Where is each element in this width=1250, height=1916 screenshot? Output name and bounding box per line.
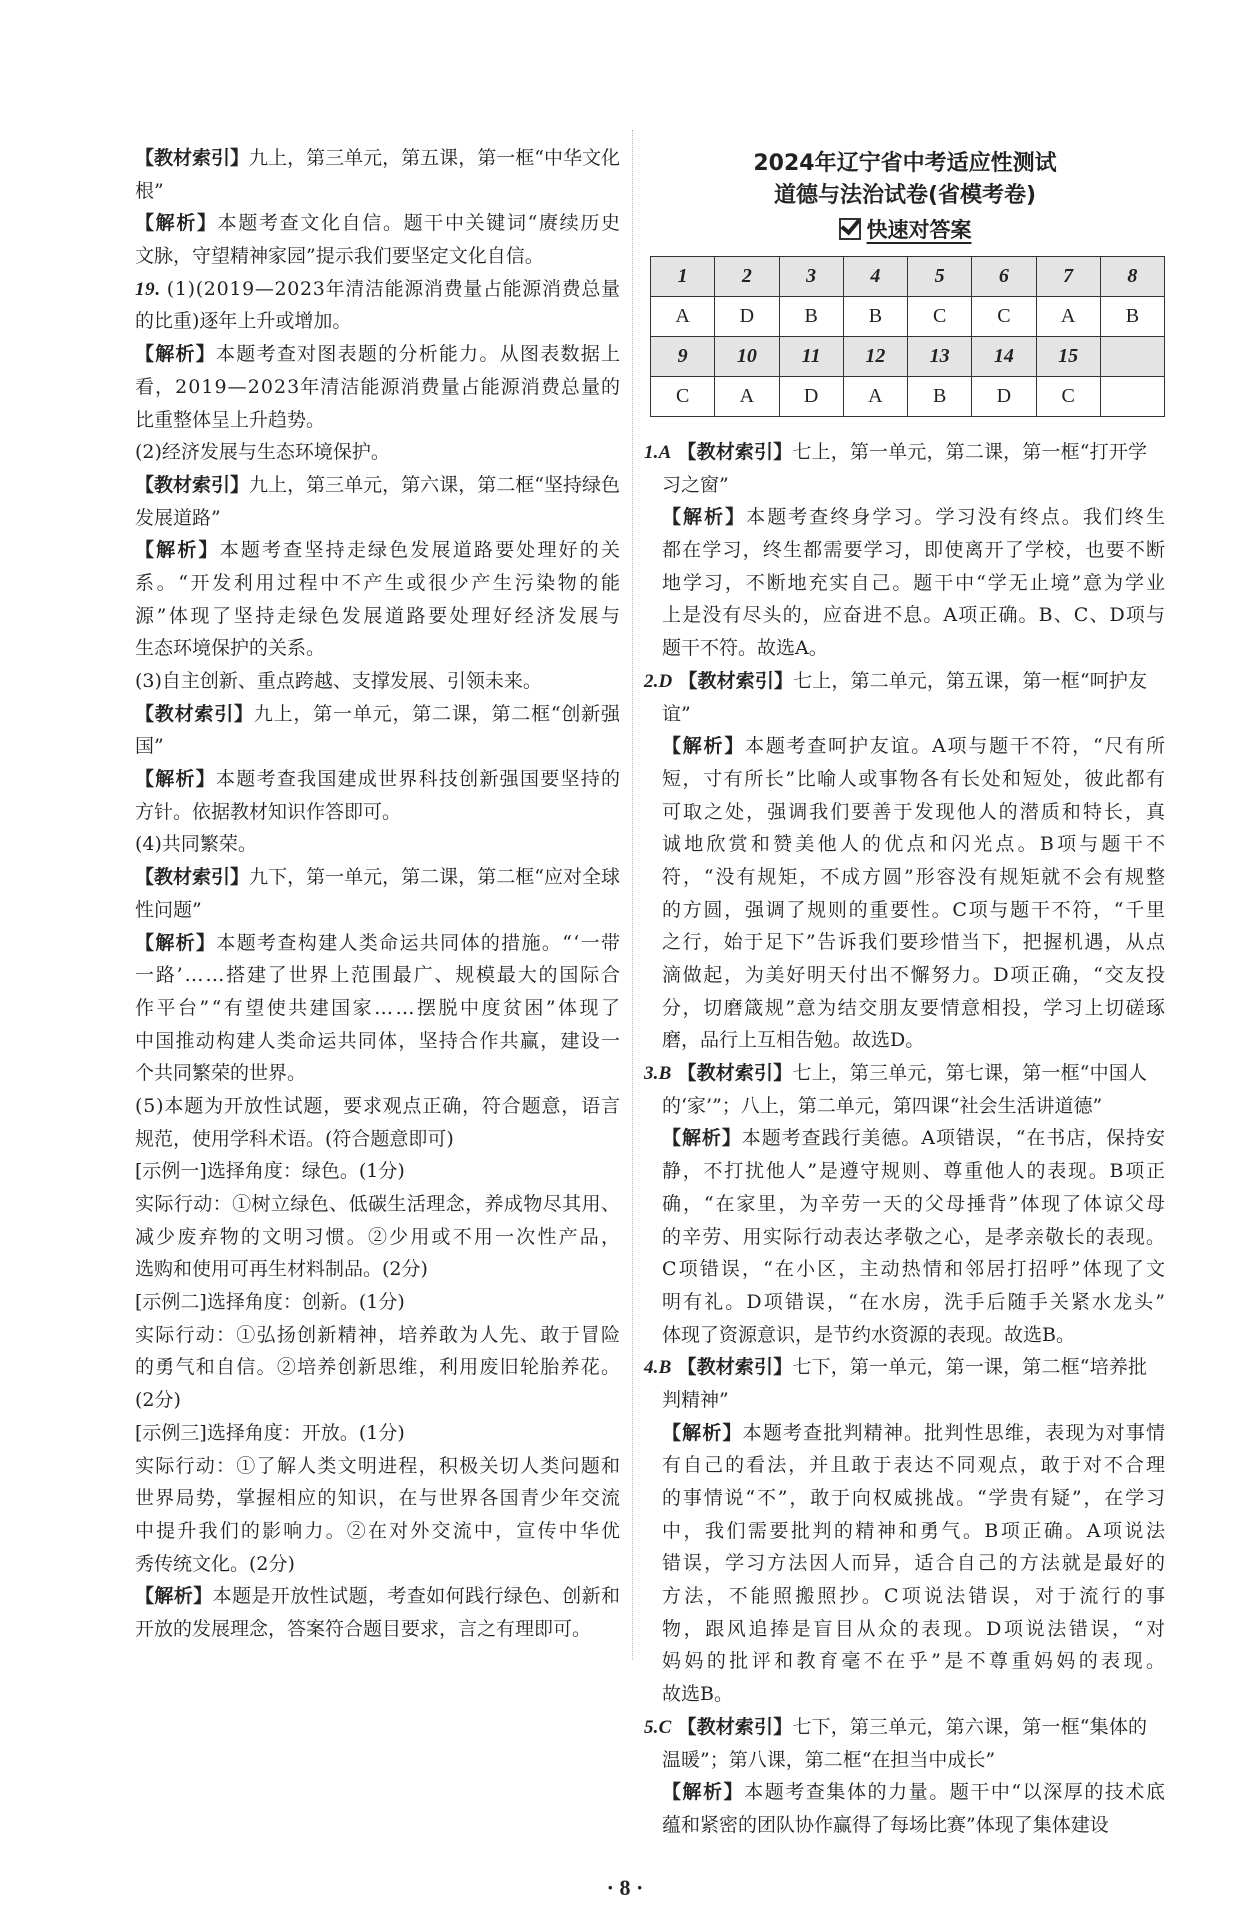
answer-paragraph (644, 665, 1165, 730)
text-line (135, 436, 620, 469)
text-line (644, 1057, 1165, 1090)
answer-cell: B (908, 377, 972, 417)
line-text: 错误，学习方法因人而异，适合自己的方法就是最好的 (662, 1552, 1168, 1575)
line-text: 物，跟风追捧是盲目从众的表现。D项说法错误，“对 (662, 1617, 1168, 1640)
text-line (135, 1515, 623, 1548)
exam-subtitle: 道德与法治试卷(省模考卷) (773, 183, 1037, 208)
textbook-index-tag: 【教材索引】 (135, 473, 250, 496)
question-number: 19. (135, 278, 161, 300)
text-line (135, 992, 623, 1025)
question-number-row (651, 337, 1165, 377)
text-line (662, 1515, 1168, 1548)
textbook-index-tag: 【教材索引】 (677, 1715, 793, 1738)
text-line (135, 1319, 620, 1352)
line-text: 的‘家’”；八上，第二单元，第四课“社会生活讲道德” (662, 1094, 1103, 1117)
text-line (135, 1057, 620, 1090)
text-line (135, 1417, 620, 1450)
text-line (662, 730, 1165, 763)
text-line (135, 1548, 620, 1581)
text-line (135, 404, 620, 437)
text-line (662, 1122, 1165, 1155)
line-text: 本题考查批判精神。批判性思维，表现为对事情 (742, 1421, 1167, 1444)
text-line (135, 567, 623, 600)
answer-cell: B (843, 297, 907, 337)
line-text: 的比重)逐年上升或增加。 (135, 310, 352, 333)
answer-cell: A (651, 297, 715, 337)
line-text: 七上，第二单元，第五课，第一框“呵护友 (793, 669, 1148, 692)
text-line (662, 1678, 1165, 1711)
question-number-cell: 1 (651, 257, 715, 297)
line-text: 比重整体呈上升趋势。 (135, 408, 326, 431)
answer-cell: B (1100, 297, 1164, 337)
line-text: 源”体现了坚持走绿色发展道路要处理好经济发展与 (135, 604, 623, 627)
line-text: 本题考查终身学习。学习没有终点。我们终生 (746, 506, 1168, 529)
analysis-tag: 【解析】 (662, 506, 747, 529)
question-number-row (651, 257, 1165, 297)
line-text: 本题考查坚持走绿色发展道路要处理好的关 (219, 539, 623, 562)
question-number-cell: 5 (908, 257, 972, 297)
line-text: 根” (135, 179, 164, 202)
answer-cell: D (972, 377, 1036, 417)
text-line (135, 1188, 620, 1221)
text-line (662, 992, 1165, 1025)
text-line (135, 469, 620, 502)
answer-paragraph (135, 207, 620, 272)
text-line (135, 1384, 620, 1417)
answer-cell: C (908, 297, 972, 337)
line-text: [示例二]选择角度：创新。(1分) (135, 1291, 405, 1314)
text-line (135, 894, 620, 927)
answer-paragraph (662, 1776, 1165, 1841)
line-text: 符，“没有规矩，不成方圆”形容没有规矩就不会有规整 (662, 865, 1167, 888)
text-line (135, 175, 620, 208)
question-number: 1.A (644, 442, 672, 463)
answer-paragraph (135, 828, 620, 861)
text-line (135, 1286, 620, 1319)
text-line (135, 1090, 620, 1123)
line-text: 体现了资源意识，是节约水资源的表现。故选B。 (662, 1323, 1075, 1346)
line-text: C项错误，“在小区，主动热情和邻居打招呼”体现了文 (662, 1258, 1168, 1281)
line-text: 中提升我们的影响力。②在对外交流中，宣传中华优 (135, 1519, 623, 1542)
line-text: 中，我们需要批判的精神和勇气。B项正确。A项说法 (662, 1519, 1168, 1542)
text-line (662, 501, 1168, 534)
answer-cell: D (779, 377, 843, 417)
text-line (135, 927, 620, 960)
answer-paragraph (135, 1580, 620, 1645)
line-text: 妈妈的批评和教育毫不在乎”是不尊重妈妈的表现。 (662, 1650, 1169, 1673)
question-number: 5.C (644, 1716, 672, 1738)
analysis-tag: 【解析】 (135, 931, 217, 954)
text-line (135, 632, 620, 665)
text-line (662, 959, 1165, 992)
line-text: 诚地欣赏和赞美他人的优点和闪光点。B项与题干不 (662, 833, 1169, 856)
line-text: 个共同繁荣的世界。 (135, 1062, 307, 1085)
text-line (135, 1221, 623, 1254)
answer-cell: B (779, 297, 843, 337)
right-column (644, 436, 1169, 1842)
text-line (135, 665, 620, 698)
question-number: 2.D (644, 670, 673, 692)
answer-paragraph (644, 1351, 1165, 1416)
line-text: 地学习，不断地充实自己。题干中“学无止境”意为学业 (662, 571, 1167, 594)
line-text: 实际行动：①弘扬创新精神，培养敢为人先、敢于冒险 (135, 1323, 622, 1346)
text-line (135, 1351, 620, 1384)
page-number: · 8 · (606, 1875, 644, 1900)
answer-paragraph (135, 1090, 620, 1155)
line-text: 温暖”；第八课，第二框“在担当中成长” (662, 1748, 996, 1771)
text-line (135, 861, 620, 894)
line-text: 的事情说“不”，敢于向权威挑战。“学贵有疑”，在学习 (662, 1487, 1167, 1509)
question-number: 3.B (644, 1063, 672, 1085)
answer-cell: D (715, 297, 779, 337)
text-line (135, 1482, 620, 1515)
text-line (135, 273, 620, 306)
quick-answers-heading (640, 216, 1170, 244)
text-line (662, 1809, 1165, 1842)
line-text: 看，2019—2023年清洁能源消费量占能源消费总量的 (135, 375, 622, 398)
answer-cell: A (715, 377, 779, 417)
line-text: 九上，第一单元，第二课，第二框“创新强 (253, 702, 621, 725)
answer-paragraph (662, 1122, 1168, 1351)
line-text: 性问题” (135, 898, 202, 921)
text-line (662, 1580, 1169, 1613)
answer-paragraph (135, 1319, 620, 1417)
answer-paragraph (135, 534, 623, 665)
answer-paragraph (135, 763, 620, 828)
analysis-tag: 【解析】 (662, 1127, 742, 1150)
answer-paragraph (662, 501, 1168, 664)
question-number-cell: 10 (715, 337, 779, 377)
line-text: 方针。依据教材知识作答即可。 (135, 800, 402, 823)
text-line (662, 599, 1165, 632)
answer-paragraph (135, 698, 620, 763)
answer-cell (1100, 377, 1164, 417)
textbook-index-tag: 【教材索引】 (678, 669, 794, 692)
line-text: 实际行动：①树立绿色、低碳生活理念，养成物尽其用、 (135, 1193, 621, 1215)
answer-paragraph (644, 1057, 1165, 1122)
line-text: 判精神” (662, 1388, 729, 1411)
line-text: 七下，第一单元，第一课，第二框“培养批 (792, 1356, 1148, 1379)
line-text: 秀传统文化。(2分) (135, 1552, 295, 1575)
text-line (135, 1025, 620, 1058)
analysis-tag: 【解析】 (662, 1421, 743, 1444)
line-text: 短，寸有所长”比喻人或事物各有长处和短处，彼此都有 (662, 767, 1167, 790)
text-line (662, 1024, 1165, 1057)
line-text: 七下，第三单元，第六课，第一框“集体的 (792, 1715, 1148, 1738)
question-number-cell: 9 (651, 337, 715, 377)
answer-paragraph (135, 1417, 620, 1450)
answer-paragraph (135, 861, 620, 926)
answer-paragraph (662, 1417, 1169, 1711)
text-line (662, 1384, 1165, 1417)
line-text: 有自己的看法，并且敢于表达不同观点，敢于对不合理 (662, 1454, 1168, 1477)
answer-paragraph (135, 1155, 620, 1188)
line-text: 磨，品行上互相告勉。故选D。 (662, 1029, 925, 1052)
line-text: (5)本题为开放性试题，要求观点正确，符合题意，语言 (135, 1094, 621, 1117)
line-text: 生态环境保护的关系。 (135, 637, 326, 660)
text-line (135, 730, 620, 763)
line-text: 实际行动：①了解人类文明进程，积极关切人类问题和 (135, 1454, 622, 1477)
text-line (662, 926, 1165, 959)
line-text: 之行，始于足下”告诉我们要珍惜当下，把握机遇，从点 (662, 931, 1167, 954)
question-number-cell: 15 (1036, 337, 1100, 377)
line-text: 中国推动构建人类命运共同体，坚持合作共赢，建设一 (135, 1029, 622, 1052)
text-line (135, 534, 623, 567)
text-line (135, 240, 620, 273)
text-line (135, 502, 620, 535)
text-line (662, 1645, 1169, 1678)
line-text: 减少废弃物的文明习惯。②少用或不用一次性产品， (135, 1225, 623, 1248)
text-line (662, 698, 1165, 731)
text-line (644, 1351, 1165, 1384)
analysis-tag: 【解析】 (662, 1781, 745, 1804)
line-text: 故选B。 (662, 1683, 733, 1706)
line-text: 规范，使用学科术语。(符合题意即可) (135, 1127, 454, 1150)
answer-row (651, 377, 1165, 417)
text-line (662, 1319, 1165, 1352)
question-number-cell: 11 (779, 337, 843, 377)
question-number-cell: 7 (1036, 257, 1100, 297)
line-text: [示例三]选择角度：开放。(1分) (135, 1421, 405, 1444)
text-line (662, 1155, 1165, 1188)
text-line (135, 763, 620, 796)
text-line (662, 1253, 1168, 1286)
answer-paragraph (135, 665, 620, 698)
line-text: 方法，不能照搬照抄。C项说法错误，对于流行的事 (662, 1585, 1169, 1608)
quick-answers-label: 快速对答案 (866, 218, 972, 242)
text-line (135, 1123, 620, 1156)
line-text: 本题考查构建人类命运共同体的措施。“‘一带 (216, 931, 622, 954)
line-text: 的方圆，强调了规则的重要性。C项与题干不符，“千里 (662, 898, 1167, 921)
line-text: 的辛劳、用实际行动表达孝敬之心，是孝亲敬长的表现。 (662, 1225, 1167, 1248)
line-text: 世界局势，掌握相应的知识，在与世界各国青少年交流 (135, 1487, 622, 1510)
textbook-index-tag: 【教材索引】 (135, 147, 250, 169)
text-line (662, 1090, 1165, 1123)
line-text: (1)(2019—2023年清洁能源消费量占能源消费总量 (166, 277, 621, 300)
text-line (662, 861, 1165, 894)
text-line (662, 763, 1165, 796)
answer-paragraph (135, 338, 620, 436)
analysis-tag: 【解析】 (135, 539, 220, 562)
line-text: 发展道路” (135, 506, 221, 529)
line-text: 九上，第三单元，第六课，第二框“坚持绿色 (249, 473, 621, 496)
answer-table (650, 256, 1165, 417)
answer-paragraph (135, 469, 620, 534)
answer-paragraph (135, 1450, 623, 1581)
line-text: 本题考查践行美德。A项错误，“在书店，保持安 (741, 1127, 1166, 1150)
answer-paragraph (135, 1286, 620, 1319)
text-line (662, 796, 1168, 829)
line-text: 国” (135, 735, 164, 758)
analysis-tag: 【解析】 (135, 212, 218, 235)
line-text: 系。“开发利用过程中不产生或很少产生污染物的能 (135, 571, 623, 594)
text-line (662, 469, 1165, 502)
question-number-cell: 6 (972, 257, 1036, 297)
question-number-cell: 2 (715, 257, 779, 297)
text-line (662, 1547, 1168, 1580)
text-line (662, 1417, 1165, 1450)
line-text: 开放的发展理念，答案符合题目要求，言之有理即可。 (135, 1617, 592, 1640)
line-text: (4)共同繁荣。 (135, 833, 257, 856)
text-line (662, 1482, 1165, 1515)
answer-cell: C (972, 297, 1036, 337)
line-text: 明有礼。D项错误，“在水房，洗手后随手关紧水龙头” (662, 1290, 1168, 1313)
line-text: 文脉，守望精神家园”提示我们要坚定文化自信。 (135, 245, 544, 268)
text-line (644, 436, 1165, 469)
analysis-tag: 【解析】 (135, 343, 217, 366)
text-line (135, 698, 620, 731)
text-line (662, 1449, 1168, 1482)
text-line (135, 1580, 620, 1613)
answer-paragraph (135, 927, 623, 1090)
text-line (135, 305, 620, 338)
line-text: (2分) (135, 1389, 181, 1412)
text-line (662, 632, 1165, 665)
analysis-tag: 【解析】 (135, 1585, 213, 1608)
line-text: 谊” (662, 702, 691, 725)
line-text: 确，“在家里，为辛劳一天的父母捶背”体现了体谅父母 (662, 1192, 1167, 1215)
question-number: 4.B (644, 1357, 672, 1379)
line-text: 本题考查我国建成世界科技创新强国要坚持的 (216, 768, 622, 791)
line-text: 本题是开放性试题，考查如何践行绿色、创新和 (212, 1585, 621, 1608)
line-text: 静，不打扰他人”是遵守规则、尊重他人的表现。B项正 (662, 1160, 1167, 1183)
text-line (662, 1776, 1165, 1809)
line-text: (3)自主创新、重点跨越、支撑发展、引领未来。 (135, 670, 542, 692)
text-line (135, 207, 620, 240)
line-text: 作平台”“有望使共建国家……摆脱中度贫困”体现了 (135, 996, 623, 1019)
line-text: 选购和使用可再生材料制品。(2分) (135, 1258, 428, 1281)
exam-title: 2024年辽宁省中考适应性测试 (753, 151, 1057, 176)
line-text: (2)经济发展与生态环境保护。 (135, 441, 390, 464)
text-line (662, 828, 1169, 861)
line-text: 滴做起，为美好明天付出不懈努力。D项正确，“交友投 (662, 964, 1167, 986)
text-line (135, 959, 620, 992)
textbook-index-tag: 【教材索引】 (677, 1062, 793, 1085)
textbook-index-tag: 【教材索引】 (677, 441, 793, 463)
question-number-cell: 8 (1100, 257, 1164, 297)
text-line (135, 1155, 620, 1188)
text-line (135, 142, 620, 175)
answer-cell: A (843, 377, 907, 417)
question-number-cell: 3 (779, 257, 843, 297)
line-text: 可取之处，强调我们要善于发现他人的潜质和特长，真 (662, 800, 1168, 823)
line-text: [示例一]选择角度：绿色。(1分) (135, 1160, 405, 1183)
answer-paragraph (662, 730, 1169, 1057)
answer-row (651, 297, 1165, 337)
line-text: 的勇气和自信。②培养创新思维，利用废旧轮胎养花。 (135, 1356, 622, 1379)
textbook-index-tag: 【教材索引】 (135, 866, 250, 889)
text-line (135, 371, 620, 404)
line-text: 本题考查文化自信。题干中关键词“赓续历史 (217, 212, 622, 235)
text-line (662, 1613, 1168, 1646)
text-line (135, 1450, 620, 1483)
line-text: 上是没有尽头的，应奋进不息。A项正确。B、C、D项与 (662, 604, 1167, 627)
text-line (135, 1613, 620, 1646)
line-text: 一路’……搭建了世界上范围最广、规模最大的国际合 (135, 964, 622, 987)
answer-paragraph (135, 1188, 623, 1286)
text-line (135, 600, 623, 633)
line-text: 九上，第三单元，第五课，第一框“中华文化 (249, 147, 621, 169)
line-text: 分，切磨箴规”意为结交朋友要情意相投，学习上切磋琢 (662, 996, 1167, 1019)
question-number-cell: 13 (908, 337, 972, 377)
line-text: 蕴和紧密的团队协作赢得了每场比赛”体现了集体建设 (662, 1813, 1109, 1836)
text-line (662, 534, 1165, 567)
line-text: 九下，第一单元，第二课，第二框“应对全球 (249, 866, 621, 889)
answer-paragraph (135, 273, 620, 338)
line-text: 本题考查呵护友谊。A项与题干不符，“尺有所 (745, 735, 1167, 758)
text-line (135, 828, 620, 861)
textbook-index-tag: 【教材索引】 (135, 702, 254, 725)
text-line (644, 665, 1165, 698)
textbook-index-tag: 【教材索引】 (677, 1356, 793, 1379)
line-text: 题干不符。故选A。 (662, 637, 828, 660)
line-text: 都在学习，终生都需要学习，即使离开了学校，也要不断 (662, 539, 1167, 562)
text-line (662, 1188, 1165, 1221)
text-line (644, 1711, 1165, 1744)
line-text: 本题考查集体的力量。题干中“以深厚的技术底 (744, 1781, 1167, 1804)
answer-cell: C (1036, 377, 1100, 417)
column-divider (632, 130, 633, 1660)
text-line (135, 338, 620, 371)
answer-paragraph (644, 436, 1165, 501)
line-text: 七上，第三单元，第七课，第一框“中国人 (792, 1062, 1148, 1085)
answer-cell: C (651, 377, 715, 417)
line-text: 七上，第一单元，第二课，第一框“打开学 (792, 441, 1148, 463)
line-text: 本题考查对图表题的分析能力。从图表数据上 (216, 343, 622, 366)
line-text: 习之窗” (662, 473, 729, 496)
question-number-cell: 12 (843, 337, 907, 377)
answer-paragraph (135, 436, 620, 469)
text-line (135, 796, 620, 829)
text-line (662, 567, 1165, 600)
answer-cell: A (1036, 297, 1100, 337)
analysis-tag: 【解析】 (662, 735, 746, 758)
text-line (662, 1744, 1165, 1777)
left-column (135, 142, 623, 1646)
text-line (662, 1286, 1168, 1319)
analysis-tag: 【解析】 (135, 768, 217, 791)
text-line (662, 894, 1165, 927)
answer-paragraph (135, 142, 620, 207)
answer-paragraph (644, 1711, 1165, 1776)
checkbox-check-icon (839, 218, 861, 240)
question-number-cell: 4 (843, 257, 907, 297)
text-line (135, 1253, 620, 1286)
text-line (662, 1221, 1165, 1254)
question-number-cell (1100, 337, 1164, 377)
question-number-cell: 14 (972, 337, 1036, 377)
